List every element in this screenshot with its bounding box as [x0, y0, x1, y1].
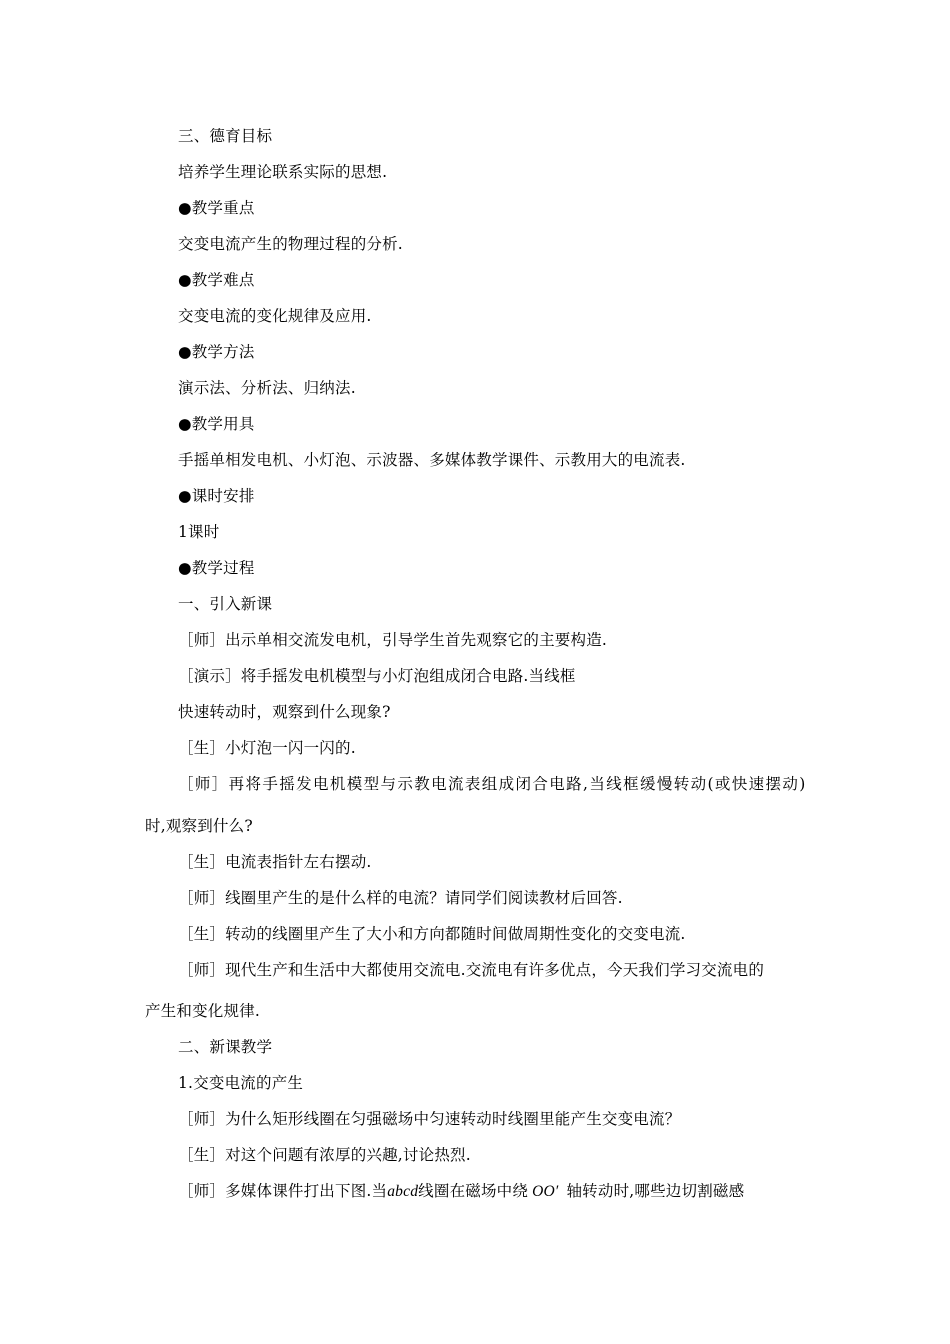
paragraph: 交变电流产生的物理过程的分析. — [178, 235, 403, 253]
heading-method: ●教学方法 — [178, 343, 255, 361]
paragraph: ［生］电流表指针左右摆动. — [178, 853, 372, 871]
section-heading: 一、引入新课 — [178, 595, 273, 613]
text-run: 线圈在磁场中绕 — [418, 1182, 529, 1200]
heading-difficulty: ●教学难点 — [178, 271, 255, 289]
heading-key-point: ●教学重点 — [178, 199, 255, 217]
paragraph: ［师］出示单相交流发电机，引导学生首先观察它的主要构造. — [178, 631, 608, 649]
paragraph: 演示法、分析法、归纳法. — [178, 379, 356, 397]
heading-moral-goal: 三、德育目标 — [178, 127, 273, 145]
paragraph — [178, 1181, 744, 1202]
paragraph: 产生和变化规律. — [145, 1002, 261, 1020]
paragraph: 手摇单相发电机、小灯泡、示波器、多媒体教学课件、示教用大的电流表. — [178, 451, 686, 469]
paragraph: 时,观察到什么? — [145, 817, 253, 835]
text-run: 轴转动时,哪些边切割磁感 — [566, 1182, 745, 1200]
paragraph: ［师］现代生产和生活中大都使用交流电.交流电有许多优点，今天我们学习交流电的 — [178, 961, 765, 979]
heading-process: ●教学过程 — [178, 559, 255, 577]
paragraph: ［生］对这个问题有浓厚的兴趣,讨论热烈. — [178, 1146, 471, 1164]
paragraph-justified: ［ 师 ］ 再 将 手 摇 发 电 机 模 型 与 示 教 电 流 表 组 成 闭 合 电 路 , 当 线 框 缓 慢 转 动 ( 或 快 速 摆 动 ) — [178, 775, 806, 793]
section-heading: 二、新课教学 — [178, 1038, 273, 1056]
paragraph: ［生］转动的线圈里产生了大小和方向都随时间做周期性变化的交变电流. — [178, 925, 686, 943]
paragraph: ［生］小灯泡一闪一闪的. — [178, 739, 356, 757]
math-axis: OO′ — [532, 1183, 559, 1200]
heading-schedule: ●课时安排 — [178, 487, 255, 505]
paragraph: 培养学生理论联系实际的思想. — [178, 163, 388, 181]
paragraph: ［师］线圈里产生的是什么样的电流？请同学们阅读教材后回答. — [178, 889, 623, 907]
paragraph: 快速转动时，观察到什么现象? — [178, 703, 391, 721]
math-abcd: abcd — [387, 1183, 419, 1200]
subsection-heading: 1.交变电流的产生 — [178, 1074, 304, 1092]
paragraph: ［师］为什么矩形线圈在匀强磁场中匀速转动时线圈里能产生交变电流？ — [178, 1110, 681, 1128]
paragraph: 交变电流的变化规律及应用. — [178, 307, 372, 325]
paragraph: 1课时 — [178, 523, 220, 541]
heading-tools: ●教学用具 — [178, 415, 255, 433]
paragraph: ［演示］将手摇发电机模型与小灯泡组成闭合电路.当线框 — [178, 667, 576, 685]
text-run: ［师］多媒体课件打出下图.当 — [178, 1182, 388, 1200]
